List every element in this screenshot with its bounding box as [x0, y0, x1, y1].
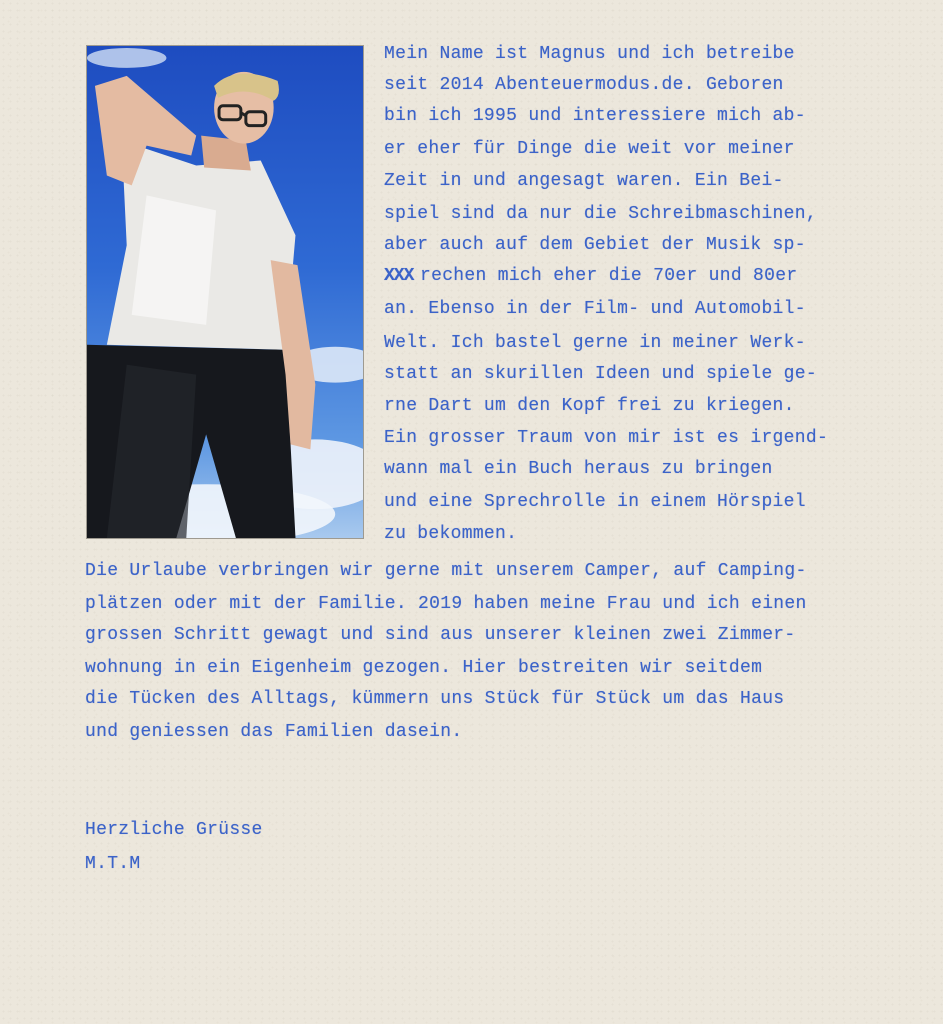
- intro-line: aber auch auf dem Gebiet der Musik sp-: [384, 235, 806, 255]
- body-line: die Tücken des Alltags, kümmern uns Stück für Stück um das Haus: [85, 689, 785, 709]
- intro-line: spiel sind da nur die Schreibmaschinen,: [384, 204, 817, 224]
- portrait-illustration: [87, 46, 363, 538]
- body-line: grossen Schritt gewagt und sind aus unserer kleinen zwei Zimmer-: [85, 625, 796, 645]
- intro-line: bin ich 1995 und interessiere mich ab-: [384, 106, 806, 126]
- closing-greeting: Herzliche Grüsse: [85, 820, 263, 840]
- intro-line: seit 2014 Abenteuermodus.de. Geboren: [384, 75, 784, 95]
- signature: M.T.M: [85, 854, 141, 874]
- body-line: und geniessen das Familien dasein.: [85, 722, 463, 742]
- intro-line: statt an skurillen Ideen und spiele ge-: [384, 364, 817, 384]
- portrait-photo: [86, 45, 364, 539]
- struck-out-text: XXX: [384, 266, 414, 286]
- intro-line: und eine Sprechrolle in einem Hörspiel: [384, 492, 806, 512]
- intro-line: Zeit in und angesagt waren. Ein Bei-: [384, 171, 784, 191]
- intro-line: rechen mich eher die 70er und 80er: [420, 266, 798, 286]
- intro-line: er eher für Dinge die weit vor meiner: [384, 139, 795, 159]
- intro-line: rne Dart um den Kopf frei zu kriegen.: [384, 396, 795, 416]
- body-line: wohnung in ein Eigenheim gezogen. Hier bestreiten wir seitdem: [85, 658, 763, 678]
- body-line: plätzen oder mit der Familie. 2019 haben meine Frau und ich einen: [85, 594, 807, 614]
- intro-line: Mein Name ist Magnus und ich betreibe: [384, 44, 795, 64]
- intro-line: Ein grosser Traum von mir ist es irgend-: [384, 428, 829, 448]
- intro-line: Welt. Ich bastel gerne in meiner Werk-: [384, 333, 806, 353]
- body-line: Die Urlaube verbringen wir gerne mit unserem Camper, auf Camping-: [85, 561, 807, 581]
- intro-line: an. Ebenso in der Film- und Automobil-: [384, 299, 806, 319]
- intro-line: zu bekommen.: [384, 524, 518, 544]
- intro-line: wann mal ein Buch heraus zu bringen: [384, 459, 773, 479]
